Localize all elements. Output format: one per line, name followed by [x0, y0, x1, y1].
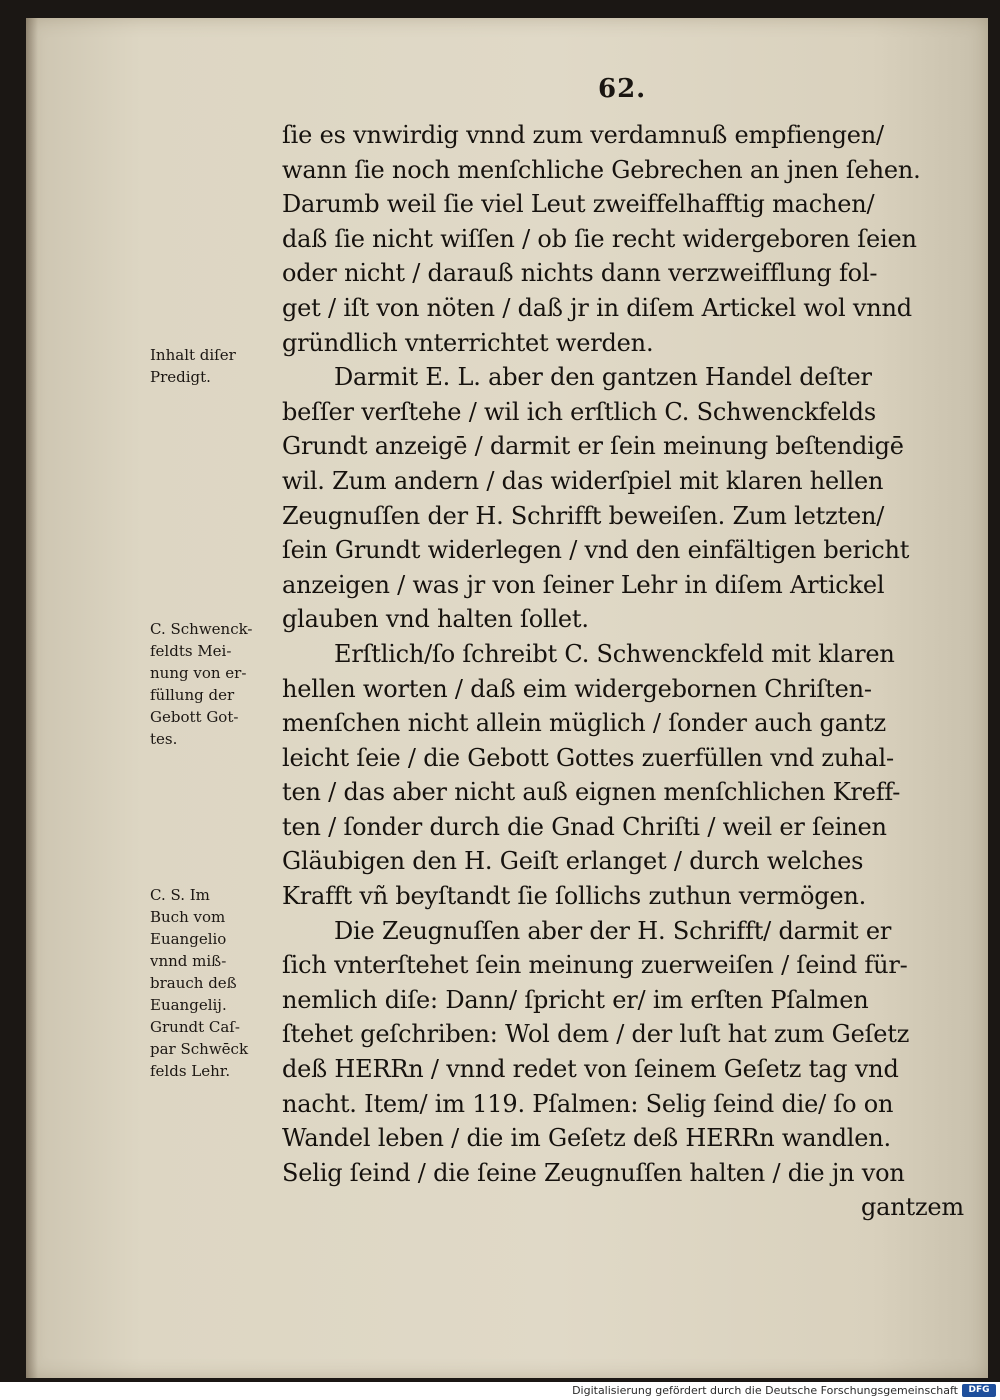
- margin-note-content: [150, 344, 286, 388]
- text-line: anzeigen / was jr von ſeiner Lehr in diſem Artickel: [282, 570, 885, 599]
- margin-note-line: Euangelij.: [150, 996, 227, 1014]
- margin-note-line: felds Lehr.: [150, 1062, 231, 1080]
- margin-note-line: Predigt.: [150, 368, 211, 386]
- text-line: Zeugnuſſen der H. Schrifft beweiſen. Zum letzten/: [282, 501, 885, 530]
- margin-note-line: Buch vom: [150, 908, 226, 926]
- text-line: Gläubigen den H. Geiſt erlanget / durch welches: [282, 847, 864, 876]
- margin-note-line: C. S. Im: [150, 886, 210, 904]
- margin-note-line: feldts Mei-: [150, 642, 232, 660]
- text-line: Erſtlich/ſo ſchreibt C. Schwenckfeld mit klaren: [334, 639, 895, 668]
- text-line: Die Zeugnuſſen aber der H. Schrifft/ darmit er: [334, 916, 892, 945]
- text-line: ſie es vnwirdig vnnd zum verdamnuß empfiengen/: [282, 121, 884, 149]
- text-line: nacht. Item/ im 119. Pſalmen: Selig ſeind die/ ſo on: [282, 1089, 894, 1118]
- text-line: get / iſt von nöten / daß jr in diſem Artickel wol vnnd: [282, 293, 912, 322]
- margin-note-line: Euangelio: [150, 930, 227, 948]
- text-line: wann ſie noch menſchliche Gebrechen an jnen ſehen.: [282, 155, 921, 184]
- margin-note-line: C. Schwenck-: [150, 620, 253, 638]
- text-line: ſich vnterſtehet ſein meinung zuerweiſen / ſeind für-: [282, 951, 908, 980]
- catchword: gantzem: [861, 1193, 964, 1222]
- text-line: wil. Zum andern / das widerſpiel mit klaren hellen: [282, 466, 884, 495]
- text-line: daß ſie nicht wiſſen / ob ſie recht widergeboren ſeien: [282, 224, 917, 253]
- text-line: ſtehet geſchriben: Wol dem / der luſt hat zum Geſetz: [282, 1020, 910, 1049]
- text-line: gründlich vnterrichtet werden.: [282, 328, 654, 357]
- dfg-logo-icon: DFG: [962, 1384, 996, 1397]
- text-line: ſein Grundt widerlegen / vnd den einfältigen bericht: [282, 536, 910, 565]
- margin-note-line: nung von er-: [150, 664, 247, 682]
- text-line: ten / das aber nicht auß eignen menſchlichen Kreff-: [282, 778, 901, 807]
- funding-credit: Digitalisierung gefördert durch die Deutsche Forschungsgemeinschaft: [572, 1384, 958, 1397]
- gutter-shadow: [26, 18, 38, 1378]
- text-line: deß HERRn / vnnd redet von ſeinem Geſetz tag vnd: [282, 1055, 899, 1084]
- text-line: glauben vnd halten ſollet.: [282, 605, 589, 634]
- text-line: Krafft vñ beyſtandt ſie ſollichs zuthun vermögen.: [282, 882, 867, 911]
- margin-note-line: brauch deß: [150, 974, 237, 992]
- text-line: Wandel leben / die im Geſetz deß HERRn wandlen.: [282, 1124, 891, 1153]
- text-line: beſſer verſtehe / wil ich erſtlich C. Schwenckfelds: [282, 397, 876, 426]
- page-number: 62.: [598, 74, 647, 104]
- text-line: Selig ſeind / die ſeine Zeugnuſſen halten / die jn von: [282, 1158, 905, 1187]
- margin-note-line: Inhalt diſer: [150, 346, 236, 364]
- margin-note-line: Gebott Got-: [150, 708, 239, 726]
- margin-note-line: Grundt Caſ-: [150, 1018, 240, 1036]
- margin-note-source: [150, 884, 286, 1082]
- text-line: leicht ſeie / die Gebott Gottes zuerfüllen vnd zuhal-: [282, 743, 894, 772]
- main-text-block: [282, 118, 982, 1225]
- text-line: menſchen nicht allein müglich / ſonder auch gantz: [282, 709, 886, 738]
- text-line: Darmit E. L. aber den gantzen Handel deſter: [334, 363, 872, 392]
- text-line: Grundt anzeigē / darmit er ſein meinung beſtendigē: [282, 432, 904, 461]
- margin-note-line: füllung der: [150, 686, 235, 704]
- text-line: ten / ſonder durch die Gnad Chriſti / weil er ſeinen: [282, 812, 887, 841]
- margin-note-line: vnnd miß-: [150, 952, 227, 970]
- text-line: oder nicht / darauß nichts dann verzweifflung fol-: [282, 259, 878, 288]
- text-line: nemlich diſe: Dann/ ſpricht er/ im erſten Pſalmen: [282, 985, 869, 1014]
- margin-note-line: par Schwēck: [150, 1040, 249, 1058]
- margin-note-line: tes.: [150, 730, 178, 748]
- text-line: hellen worten / daß eim widergebornen Chriſten-: [282, 674, 872, 703]
- margin-note-schwenckfeld-opinion: [150, 618, 286, 750]
- text-line: Darumb weil ſie viel Leut zweiffelhafftig machen/: [282, 190, 875, 219]
